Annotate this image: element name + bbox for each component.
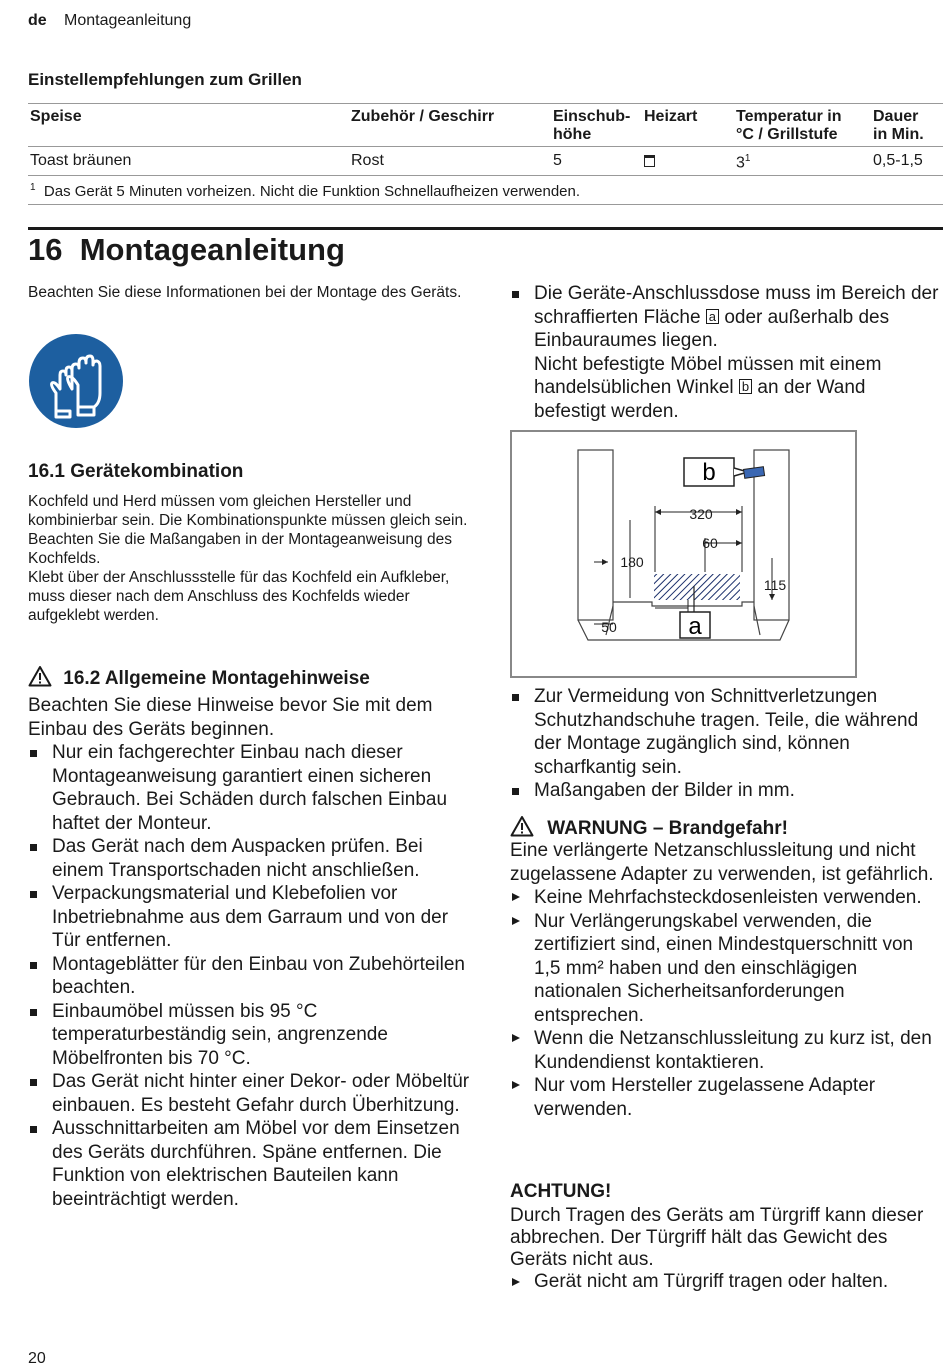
list-item: Einbaumöbel müssen bis 95 °C temperaturbeständig sein, angrenzende Möbelfronten bis 70 °C. [28, 1000, 473, 1071]
list-item: Zur Vermeidung von Schnittverletzungen Schutzhandschuhe tragen. Teile, die während der Montage zugänglich sind, können scharfkantig sein. [510, 685, 940, 779]
list-item: Keine Mehrfachsteckdosenleisten verwenden. [510, 886, 940, 910]
grill-table [28, 103, 943, 205]
list-item: Ausschnittarbeiten am Möbel vor dem Einsetzen des Geräts durchführen. Späne entfernen. Die Funktion von elektrischen Bauteilen kann beeinträchtigt werden. [28, 1117, 473, 1211]
table-footnote-row [28, 176, 943, 205]
hatched-area [654, 574, 740, 600]
section-16-2-title: 16.2 Allgemeine Montagehinweise [28, 665, 370, 690]
section-16-2-intro: Beachten Sie diese Hinweise bevor Sie mit dem Einbau des Geräts beginnen. [28, 695, 433, 740]
installation-diagram [510, 430, 857, 678]
label-a-box: a [706, 309, 719, 324]
page-number: 20 [28, 1350, 46, 1367]
chapter-title: 16 Montageanleitung [28, 232, 345, 267]
protective-gloves-icon [28, 333, 124, 429]
diagram-label-a: a [688, 613, 702, 640]
dimension-320: 320 [689, 506, 713, 522]
warning-triangle-icon [510, 815, 534, 837]
cell-einschub: 5 [551, 147, 642, 176]
cell-speise: Toast bräunen [28, 147, 349, 176]
table-footnote: $^1$ Das Gerät 5 Minuten vorheizen. Nicht die Funktion Schnellaufheizen verwenden. [28, 176, 943, 205]
cell-heizart [642, 147, 734, 176]
section-16-2-body [28, 694, 473, 1211]
achtung-body [510, 1205, 940, 1293]
dimension-60: 60 [702, 535, 718, 551]
warning-title: WARNUNG – Brandgefahr! [510, 815, 788, 840]
right-hints [510, 685, 940, 803]
socket-hint [510, 282, 940, 423]
list-item: Montageblätter für den Einbau von Zubehörteilen beachten. [28, 953, 473, 1000]
list-item: Maßangaben der Bilder in mm. [510, 779, 940, 803]
achtung-text: Durch Tragen des Geräts am Türgriff kann dieser abbrechen. Der Türgriff hält das Gewicht des Geräts nicht aus. [510, 1205, 924, 1270]
col-einschub: Einschub- höhe [551, 104, 642, 147]
list-item: Nur Verlängerungskabel verwenden, die zertifiziert sind, einen Mindestquerschnitt von 1,5 mm² haben und den einschlägigen nationalen Sicherheitsanforderungen entsprechen. [510, 910, 940, 1028]
warning-text: Eine verlängerte Netzanschlussleitung und nicht zugelassene Adapter zu verwenden, ist gefährlich. [510, 840, 934, 885]
table-row [28, 147, 943, 176]
label-b-box: b [739, 379, 752, 394]
list-item: Verpackungsmaterial und Klebefolien vor Inbetriebnahme aus dem Garraum und von der Tür entfernen. [28, 882, 473, 953]
section-16-1-body: Kochfeld und Herd müssen vom gleichen Hersteller und kombinierbar sein. Die Kombinationspunkte müssen gleich sein. Beachten Sie die Maßangaben in der Montageanweisung des Kochfelds. Klebt über der Anschlussstelle für das Kochfeld ein Aufkleber, muss dieser nach dem Anschluss des Kochfelds wieder aufgeklebt werden. [28, 493, 468, 624]
achtung-title: ACHTUNG! [510, 1181, 612, 1202]
chapter-rule [28, 227, 943, 230]
dimension-115: 115 [763, 577, 787, 593]
dimension-180: 180 [620, 554, 644, 570]
warning-steps [510, 886, 940, 1121]
chapter-intro: Beachten Sie diese Informationen bei der Montage des Geräts. [28, 284, 462, 301]
header-language: de [28, 12, 47, 29]
table-header-row [28, 104, 943, 147]
grill-heating-icon [644, 155, 655, 167]
cell-zubehoer: Rost [349, 147, 551, 176]
list-item: Nur ein fachgerechter Einbau nach dieser Montageanweisung garantiert einen sicheren Gebrauch. Bei Schäden durch falschen Einbau haftet der Monteur. [28, 741, 473, 835]
warning-triangle-icon [28, 665, 52, 687]
list-item: Das Gerät nach dem Auspacken prüfen. Bei einem Transportschaden nicht anschließen. [28, 835, 473, 882]
list-item: Nur vom Hersteller zugelassene Adapter verwenden. [510, 1074, 940, 1121]
col-zubehoer: Zubehör / Geschirr [349, 104, 551, 147]
list-item: Gerät nicht am Türgriff tragen oder halten. [510, 1271, 940, 1293]
warning-body [510, 839, 940, 1121]
dimension-50: 50 [601, 619, 617, 635]
col-temperatur: Temperatur in °C / Grillstufe [734, 104, 871, 147]
cell-dauer: 0,5-1,5 [871, 147, 943, 176]
list-item: Das Gerät nicht hinter einer Dekor- oder Möbeltür einbauen. Es besteht Gefahr durch Überhitzung. [28, 1070, 473, 1117]
section-16-1-title: 16.1 Gerätekombination [28, 461, 244, 482]
diagram-label-b: b [702, 459, 716, 486]
list-item: Wenn die Netzanschlussleitung zu kurz ist, den Kundendienst kontaktieren. [510, 1027, 940, 1074]
cell-temperatur: $3^1$ [734, 147, 871, 176]
montage-hints-list [28, 741, 473, 1211]
col-speise: Speise [28, 104, 349, 147]
col-heizart: Heizart [642, 104, 734, 147]
header-title: Montageanleitung [64, 12, 192, 29]
grill-table-title: Einstellempfehlungen zum Grillen [28, 70, 302, 89]
col-dauer: Dauer in Min. [871, 104, 943, 147]
list-item: Die Geräte-Anschlussdose muss im Bereich der schraffierten Fläche a oder außerhalb des Einbauraumes liegen. Nicht befestigte Möbel müssen mit einem handelsüblichen Winkel b an der Wand befestigt werden. [510, 282, 940, 423]
